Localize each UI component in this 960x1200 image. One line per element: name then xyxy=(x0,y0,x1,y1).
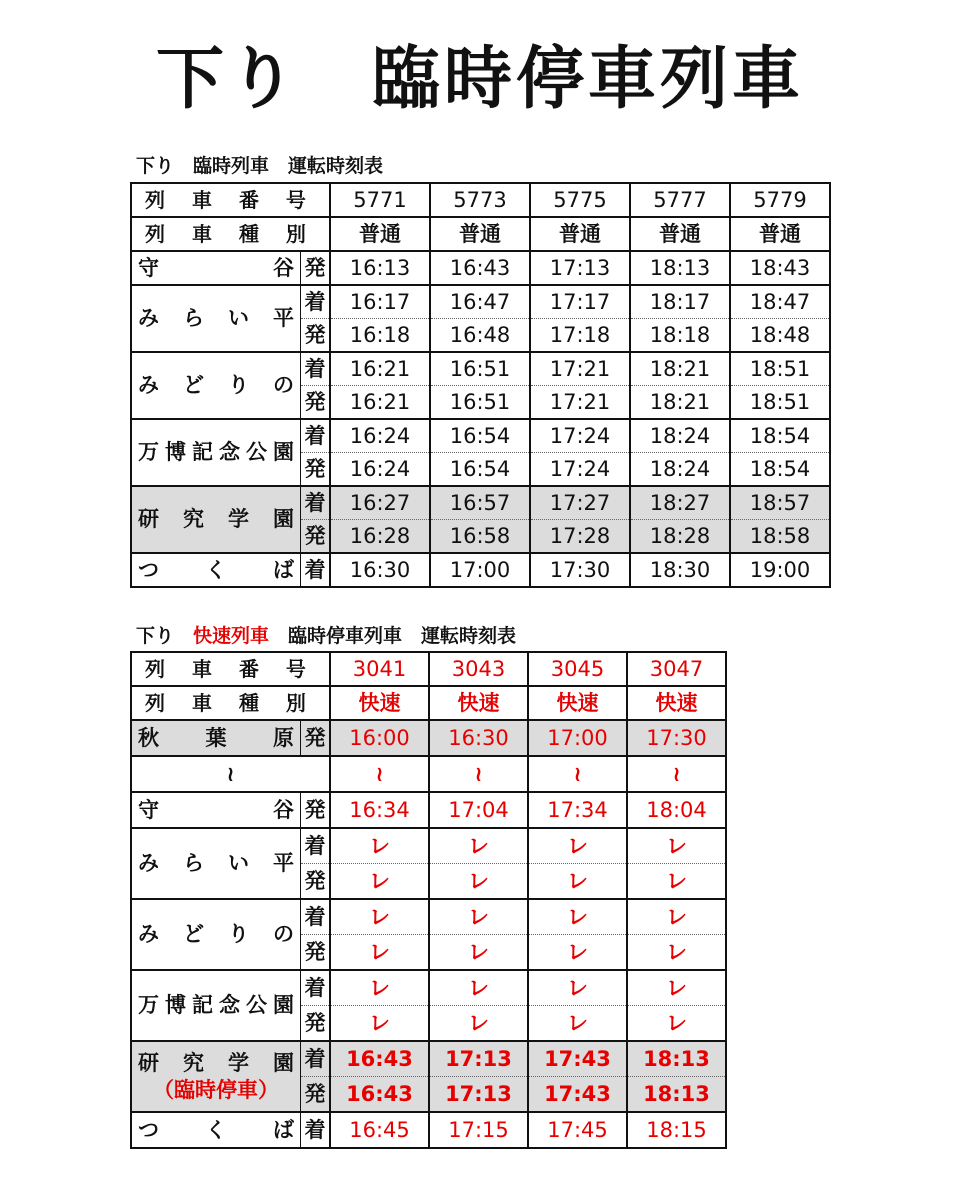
train-type-cell: 普通 xyxy=(430,217,530,251)
time-cell: 16:21 xyxy=(330,352,430,386)
station-name-char: 記 xyxy=(192,440,213,464)
time-cell: 17:34 xyxy=(528,792,627,828)
pass-mark: レ xyxy=(627,864,726,900)
station-name-char: み xyxy=(138,306,159,330)
station-row xyxy=(131,419,830,453)
pass-mark: レ xyxy=(429,1006,528,1042)
time-cell: 16:30 xyxy=(330,553,430,587)
train-type-cell: 快速 xyxy=(429,686,528,720)
arrive-depart-label: 発 xyxy=(301,386,331,420)
station-row xyxy=(131,720,726,756)
train-type-label-cell xyxy=(131,217,330,251)
time-cell: 17:43 xyxy=(528,1041,627,1077)
arrive-depart-label: 発 xyxy=(301,935,331,971)
train-number-cell: 5771 xyxy=(330,183,430,217)
arrive-depart-label: 発 xyxy=(301,251,331,285)
station-name-char: 平 xyxy=(273,306,294,330)
time-cell: 18:24 xyxy=(630,453,730,487)
pass-mark: レ xyxy=(528,899,627,935)
time-cell: 18:58 xyxy=(730,520,830,554)
time-cell: 16:43 xyxy=(330,1077,429,1113)
pass-mark: レ xyxy=(627,935,726,971)
time-cell: 16:58 xyxy=(430,520,530,554)
pass-mark: レ xyxy=(429,864,528,900)
station-name-char: 博 xyxy=(165,440,186,464)
train-number-cell: 5775 xyxy=(530,183,630,217)
station-name-char: ど xyxy=(183,373,204,397)
arrive-depart-label: 着 xyxy=(301,285,331,319)
train-number-cell: 3043 xyxy=(429,652,528,686)
omission-mark: ≀ xyxy=(627,756,726,792)
station-name-char: 秋 xyxy=(138,725,159,750)
station-name-char: 守 xyxy=(138,255,159,280)
station-name xyxy=(138,797,294,822)
station-name-char: ら xyxy=(183,306,204,330)
table2-caption-highlight: 快速列車 xyxy=(193,625,270,647)
time-cell: 18:13 xyxy=(630,251,730,285)
pass-mark: レ xyxy=(429,970,528,1006)
train-type-cell: 普通 xyxy=(330,217,430,251)
time-cell: 17:24 xyxy=(530,453,630,487)
station-name-char: 公 xyxy=(246,440,267,464)
time-cell: 16:27 xyxy=(330,486,430,520)
station-row xyxy=(131,486,830,520)
time-cell: 17:21 xyxy=(530,352,630,386)
omission-mark-label: ≀ xyxy=(131,756,330,792)
table2-caption-prefix: 下り xyxy=(136,625,194,647)
station-name-char: 念 xyxy=(219,440,240,464)
time-cell: 16:00 xyxy=(330,720,429,756)
time-cell: 18:21 xyxy=(630,386,730,420)
train-type-row xyxy=(131,217,830,251)
train-number-label-cell xyxy=(131,183,330,217)
station-name-char: 園 xyxy=(273,440,294,464)
time-cell: 17:04 xyxy=(429,792,528,828)
station-name-char: く xyxy=(205,557,227,582)
station-name-char: ら xyxy=(183,851,204,875)
station-name-char: 園 xyxy=(273,507,294,531)
station-name-char: 原 xyxy=(273,725,294,750)
local-train-timetable xyxy=(130,182,831,588)
station-name-char: の xyxy=(273,922,294,946)
time-cell: 18:15 xyxy=(627,1112,726,1148)
station-name-char: 究 xyxy=(183,507,204,531)
arrive-depart-label: 発 xyxy=(301,319,331,353)
time-cell: 17:21 xyxy=(530,386,630,420)
station-row xyxy=(131,352,830,386)
station-name-cell xyxy=(131,1041,301,1112)
arrive-depart-label: 発 xyxy=(301,864,331,900)
station-name-cell xyxy=(131,1112,301,1148)
time-cell: 18:30 xyxy=(630,553,730,587)
station-name-char: く xyxy=(205,1117,227,1142)
time-cell: 16:43 xyxy=(430,251,530,285)
station-name-char: 念 xyxy=(219,993,240,1017)
station-name-cell xyxy=(131,828,301,899)
table2-caption xyxy=(136,624,516,648)
station-name-char: 谷 xyxy=(273,255,294,280)
train-type-label: 列 車 種 別 xyxy=(145,690,316,715)
time-cell: 18:13 xyxy=(627,1077,726,1113)
station-name-char: 葉 xyxy=(205,725,227,750)
station-name-char: 学 xyxy=(228,507,249,531)
station-name-cell xyxy=(131,792,301,828)
omission-mark: ≀ xyxy=(429,756,528,792)
pass-mark: レ xyxy=(627,1006,726,1042)
pass-mark: レ xyxy=(627,970,726,1006)
train-number-cell: 5777 xyxy=(630,183,730,217)
train-number-cell: 3041 xyxy=(330,652,429,686)
arrive-depart-label: 着 xyxy=(301,1112,331,1148)
station-name-cell xyxy=(131,970,301,1041)
pass-mark: レ xyxy=(330,899,429,935)
station-name-char: 究 xyxy=(183,1050,204,1075)
station-name-char: 守 xyxy=(138,797,159,822)
train-type-cell: 普通 xyxy=(630,217,730,251)
station-name-cell xyxy=(131,419,301,486)
arrive-depart-label: 発 xyxy=(301,1077,331,1113)
pass-mark: レ xyxy=(330,970,429,1006)
station-name-cell xyxy=(131,285,301,352)
pass-mark: レ xyxy=(627,899,726,935)
station-name-char: ど xyxy=(183,922,204,946)
time-cell: 17:13 xyxy=(530,251,630,285)
pass-mark: レ xyxy=(528,828,627,864)
time-cell: 16:48 xyxy=(430,319,530,353)
station-name-char: 研 xyxy=(138,1050,159,1075)
time-cell: 16:57 xyxy=(430,486,530,520)
arrive-depart-label: 発 xyxy=(301,792,331,828)
pass-mark: レ xyxy=(528,935,627,971)
station-row xyxy=(131,899,726,935)
table1-caption: 下り 臨時列車 運転時刻表 xyxy=(136,155,384,177)
pass-mark: レ xyxy=(528,864,627,900)
pass-mark: レ xyxy=(429,828,528,864)
arrive-depart-label: 発 xyxy=(301,720,331,756)
time-cell: 16:43 xyxy=(330,1041,429,1077)
pass-mark: レ xyxy=(429,935,528,971)
station-name-char: 研 xyxy=(138,507,159,531)
train-number-label: 列 車 番 号 xyxy=(145,656,316,681)
time-cell: 17:00 xyxy=(528,720,627,756)
train-type-cell: 快速 xyxy=(627,686,726,720)
time-cell: 16:30 xyxy=(429,720,528,756)
time-cell: 17:15 xyxy=(429,1112,528,1148)
train-number-cell: 5773 xyxy=(430,183,530,217)
arrive-depart-label: 着 xyxy=(301,1041,331,1077)
station-name-char: い xyxy=(228,851,249,875)
time-cell: 16:18 xyxy=(330,319,430,353)
time-cell: 16:54 xyxy=(430,419,530,453)
time-cell: 18:54 xyxy=(730,419,830,453)
time-cell: 18:57 xyxy=(730,486,830,520)
station-name xyxy=(138,375,294,396)
train-number-cell: 3047 xyxy=(627,652,726,686)
arrive-depart-label: 着 xyxy=(301,899,331,935)
station-row xyxy=(131,251,830,285)
time-cell: 18:27 xyxy=(630,486,730,520)
arrive-depart-label: 着 xyxy=(301,970,331,1006)
train-number-row xyxy=(131,652,726,686)
station-name-cell xyxy=(131,720,301,756)
train-type-cell: 普通 xyxy=(530,217,630,251)
station-name xyxy=(138,308,294,329)
train-type-label-cell xyxy=(131,686,330,720)
time-cell: 18:24 xyxy=(630,419,730,453)
time-cell: 16:24 xyxy=(330,453,430,487)
time-cell: 17:24 xyxy=(530,419,630,453)
train-type-label: 列 車 種 別 xyxy=(145,221,316,246)
time-cell: 16:13 xyxy=(330,251,430,285)
station-name-char: み xyxy=(138,851,159,875)
train-number-label: 列 車 番 号 xyxy=(145,187,316,212)
omission-mark: ≀ xyxy=(330,756,429,792)
station-name xyxy=(138,995,294,1016)
temporary-stop-note: （臨時停車） xyxy=(153,1077,279,1102)
station-row xyxy=(131,970,726,1006)
arrive-depart-label: 発 xyxy=(301,1006,331,1042)
pass-mark: レ xyxy=(528,970,627,1006)
time-cell: 17:13 xyxy=(429,1077,528,1113)
arrive-depart-label: 着 xyxy=(301,486,331,520)
station-name-char: み xyxy=(138,922,159,946)
station-name-char: つ xyxy=(138,557,159,582)
arrive-depart-label: 着 xyxy=(301,828,331,864)
station-name-char: 園 xyxy=(273,1050,294,1075)
pass-mark: レ xyxy=(528,1006,627,1042)
time-cell: 17:30 xyxy=(627,720,726,756)
arrive-depart-label: 着 xyxy=(301,352,331,386)
station-row xyxy=(131,792,726,828)
station-name-char: 公 xyxy=(246,993,267,1017)
pass-mark: レ xyxy=(627,828,726,864)
station-name xyxy=(138,1117,294,1142)
arrive-depart-label: 着 xyxy=(301,553,331,587)
station-row xyxy=(131,285,830,319)
train-number-row xyxy=(131,183,830,217)
time-cell: 17:45 xyxy=(528,1112,627,1148)
station-name-char: り xyxy=(228,922,249,946)
station-name-char: 万 xyxy=(138,993,159,1017)
station-name-cell xyxy=(131,352,301,419)
page-title: 下り 臨時停車列車 xyxy=(155,40,804,119)
omission-mark: ≀ xyxy=(528,756,627,792)
time-cell: 18:54 xyxy=(730,453,830,487)
time-cell: 18:28 xyxy=(630,520,730,554)
time-cell: 19:00 xyxy=(730,553,830,587)
time-cell: 17:00 xyxy=(430,553,530,587)
time-cell: 16:47 xyxy=(430,285,530,319)
time-cell: 16:21 xyxy=(330,386,430,420)
time-cell: 18:47 xyxy=(730,285,830,319)
time-cell: 17:28 xyxy=(530,520,630,554)
station-name-char: 谷 xyxy=(273,797,294,822)
time-cell: 18:43 xyxy=(730,251,830,285)
time-cell: 18:21 xyxy=(630,352,730,386)
time-cell: 16:51 xyxy=(430,386,530,420)
train-type-cell: 快速 xyxy=(330,686,429,720)
time-cell: 16:51 xyxy=(430,352,530,386)
time-cell: 16:54 xyxy=(430,453,530,487)
time-cell: 16:34 xyxy=(330,792,429,828)
station-row xyxy=(131,553,830,587)
time-cell: 18:17 xyxy=(630,285,730,319)
omission-row xyxy=(131,756,726,792)
arrive-depart-label: 着 xyxy=(301,419,331,453)
train-number-cell: 5779 xyxy=(730,183,830,217)
time-cell: 17:17 xyxy=(530,285,630,319)
station-name-char: 記 xyxy=(192,993,213,1017)
station-name-char: の xyxy=(273,373,294,397)
station-name-char: 園 xyxy=(273,993,294,1017)
station-name xyxy=(138,853,294,874)
train-number-label-cell xyxy=(131,652,330,686)
arrive-depart-label: 発 xyxy=(301,520,331,554)
pass-mark: レ xyxy=(330,1006,429,1042)
time-cell: 17:30 xyxy=(530,553,630,587)
station-name-char: 学 xyxy=(228,1050,249,1075)
station-name xyxy=(138,557,294,582)
time-cell: 18:04 xyxy=(627,792,726,828)
station-name-char: み xyxy=(138,373,159,397)
pass-mark: レ xyxy=(429,899,528,935)
time-cell: 18:18 xyxy=(630,319,730,353)
time-cell: 16:24 xyxy=(330,419,430,453)
station-name xyxy=(138,1050,294,1075)
time-cell: 16:45 xyxy=(330,1112,429,1148)
station-name-char: ば xyxy=(273,557,294,582)
train-type-row xyxy=(131,686,726,720)
arrive-depart-label: 発 xyxy=(301,453,331,487)
station-row xyxy=(131,828,726,864)
station-name xyxy=(138,509,294,530)
station-name-char: 万 xyxy=(138,440,159,464)
table2-caption-suffix: 臨時停車列車 運転時刻表 xyxy=(269,625,517,647)
time-cell: 17:13 xyxy=(429,1041,528,1077)
station-name xyxy=(138,442,294,463)
time-cell: 16:17 xyxy=(330,285,430,319)
train-type-cell: 普通 xyxy=(730,217,830,251)
time-cell: 18:13 xyxy=(627,1041,726,1077)
station-row xyxy=(131,1112,726,1148)
station-name-cell xyxy=(131,899,301,970)
station-name xyxy=(138,725,294,750)
pass-mark: レ xyxy=(330,828,429,864)
pass-mark: レ xyxy=(330,935,429,971)
time-cell: 18:51 xyxy=(730,386,830,420)
time-cell: 16:28 xyxy=(330,520,430,554)
time-cell: 17:43 xyxy=(528,1077,627,1113)
station-name-char: ば xyxy=(273,1117,294,1142)
time-cell: 17:18 xyxy=(530,319,630,353)
station-name-char: つ xyxy=(138,1117,159,1142)
station-name-cell xyxy=(131,553,301,587)
station-name-char: い xyxy=(228,306,249,330)
time-cell: 18:48 xyxy=(730,319,830,353)
time-cell: 17:27 xyxy=(530,486,630,520)
pass-mark: レ xyxy=(330,864,429,900)
station-name-cell xyxy=(131,251,301,285)
station-name-char: り xyxy=(228,373,249,397)
station-name-cell xyxy=(131,486,301,553)
train-number-cell: 3045 xyxy=(528,652,627,686)
station-row xyxy=(131,1041,726,1077)
station-name xyxy=(138,924,294,945)
station-name-char: 博 xyxy=(165,993,186,1017)
train-type-cell: 快速 xyxy=(528,686,627,720)
station-name xyxy=(138,255,294,280)
time-cell: 18:51 xyxy=(730,352,830,386)
station-name-char: 平 xyxy=(273,851,294,875)
rapid-train-timetable xyxy=(130,651,727,1149)
